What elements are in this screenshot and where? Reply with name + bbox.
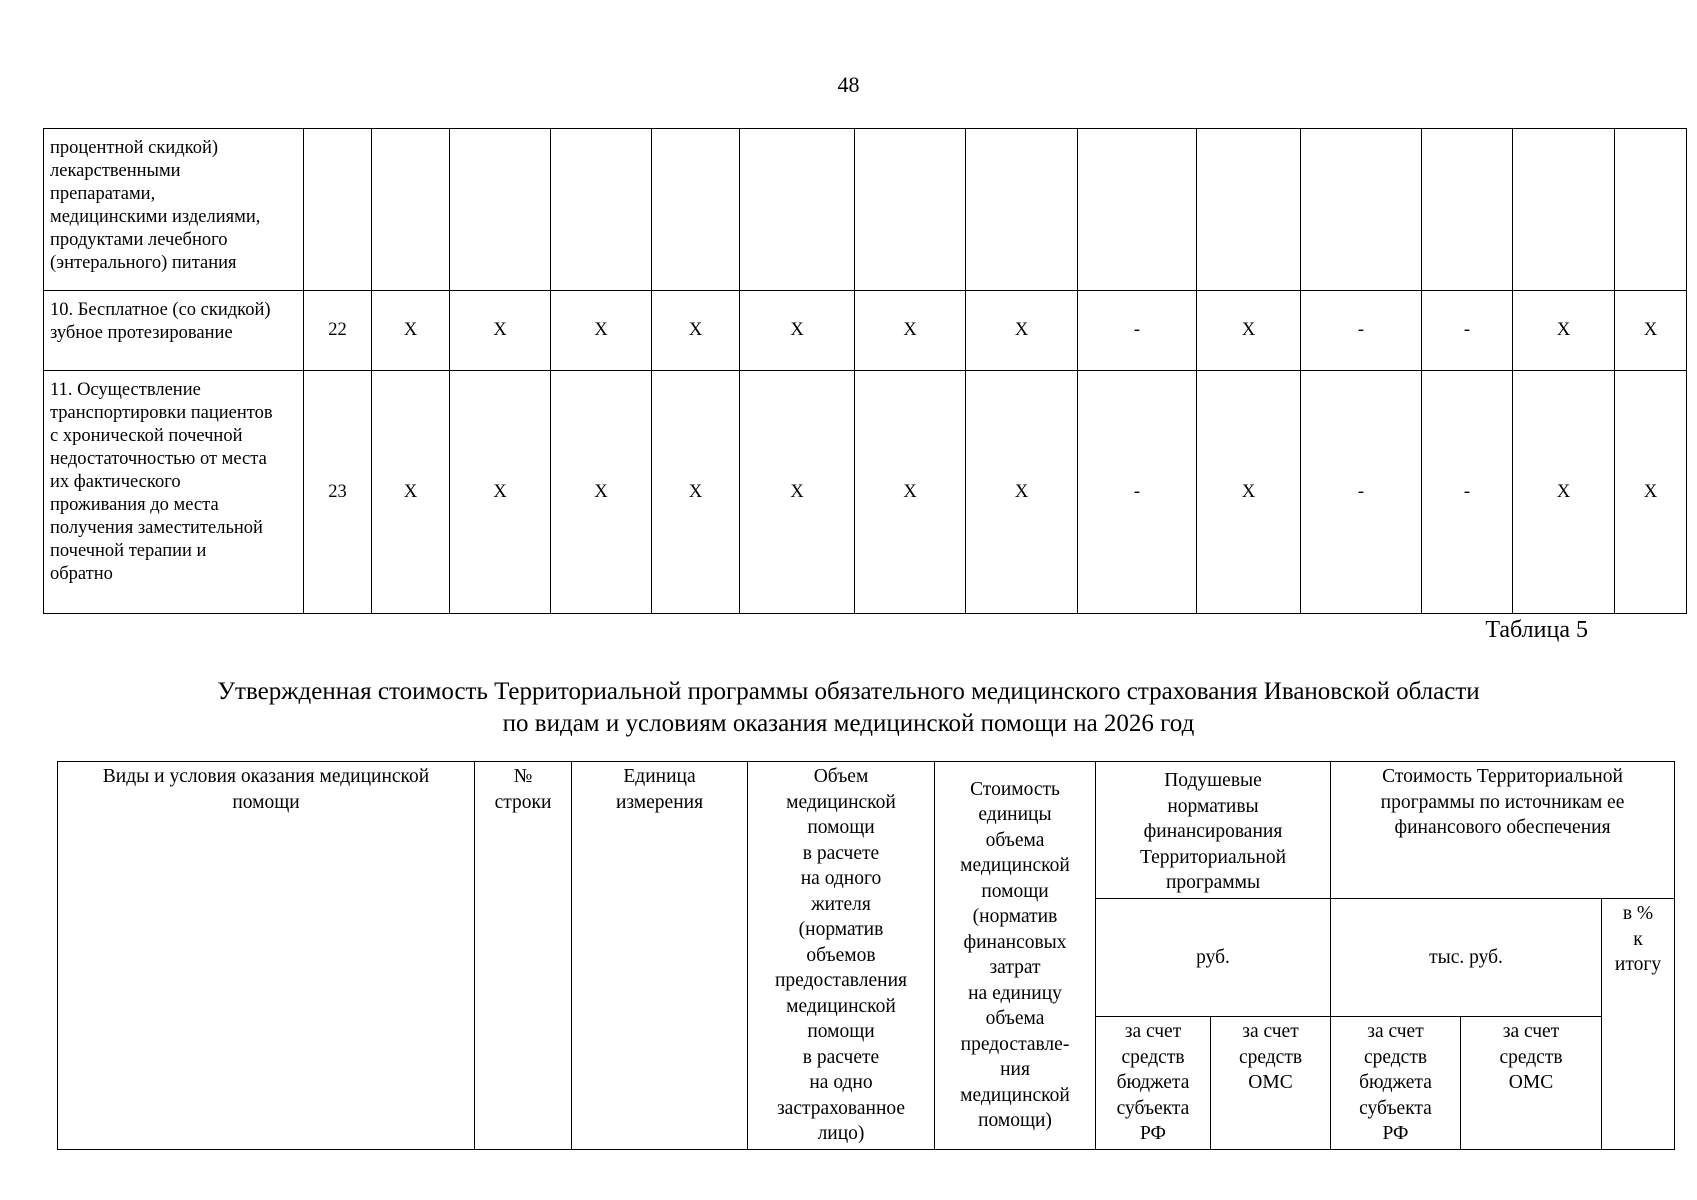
table-cell: X [372, 291, 450, 371]
header-thous-rub: тыс. руб. [1331, 899, 1602, 1017]
table-cell: X [855, 291, 966, 371]
header-line: (норматив [972, 906, 1058, 928]
row-name-line: 11. Осуществление [50, 380, 201, 400]
header-line: объема [985, 829, 1045, 851]
row-name-line: почечной терапии и [50, 541, 207, 561]
table-cell: X [450, 371, 551, 614]
table-cell: - [1301, 291, 1422, 371]
row-name-line: продуктами лечебного [50, 230, 228, 250]
header-rub-oms [1211, 1017, 1331, 1150]
header-line: Единица [623, 766, 696, 787]
header-line: финансовых [963, 931, 1067, 953]
table-row [44, 129, 1687, 291]
header-line: ния [1000, 1059, 1030, 1081]
header-line: финансирования [1143, 821, 1283, 842]
header-line: в расчете [802, 842, 880, 864]
table-cell: X [966, 291, 1078, 371]
header-line: помощи [232, 791, 300, 813]
table-cell [1513, 129, 1615, 291]
table-row [44, 291, 1687, 371]
table-cell: - [1301, 371, 1422, 614]
header-line: жителя [811, 893, 871, 915]
row-name-line: процентной скидкой) [50, 138, 219, 158]
row-name-line: (энтерального) питания [50, 253, 237, 273]
table-cell: X [1197, 291, 1301, 371]
row-name-line: недостаточностью от места [50, 449, 267, 469]
table-cell [1615, 129, 1687, 291]
table-cell: X [652, 371, 740, 614]
table-cell: X [1513, 371, 1615, 614]
header-line: в % [1622, 903, 1654, 924]
header-line: средств [1363, 1046, 1428, 1068]
header-line: за счет [1242, 1021, 1299, 1042]
table-cell: X [855, 371, 966, 614]
table-cell [551, 129, 652, 291]
header-line: объема [985, 1008, 1045, 1030]
header-line: № [513, 766, 533, 787]
header-line: Стоимость Территориальной [1382, 766, 1623, 787]
header-line: ОМС [1248, 1072, 1293, 1093]
header-line: за счет [1367, 1021, 1424, 1042]
table-cell [304, 129, 372, 291]
header-line: средств [1121, 1046, 1185, 1068]
table-title-line-2: по видам и условиям оказания медицинской помощи на 2026 год [502, 710, 1195, 737]
header-rub: руб. [1096, 899, 1331, 1017]
table-cell [966, 129, 1078, 291]
header-line: средств [1238, 1046, 1303, 1068]
header-line: строки [494, 791, 552, 813]
row-name-cell [44, 371, 304, 614]
header-line: за счет [1124, 1021, 1182, 1042]
header-line: предоставления [775, 970, 907, 991]
table-cell: X [450, 291, 551, 371]
header-line: нормативы [1167, 795, 1259, 817]
header-line: Подушевые [1164, 770, 1262, 791]
continuation-table [43, 128, 1687, 614]
table-title-line-1: Утвержденная стоимость Территориальной программы обязательного медицинского страхования Ивановской области [217, 678, 1480, 705]
table-cell [855, 129, 966, 291]
header-line: финансового обеспечения [1394, 817, 1611, 838]
row-name-line: транспортировки пациентов [50, 403, 273, 423]
header-unit-cost [935, 762, 1096, 1150]
header-line: измерения [615, 791, 704, 813]
table-cell: X [1615, 371, 1687, 614]
table-cell: 23 [304, 371, 372, 614]
table-cell: X [1197, 371, 1301, 614]
table5-header [57, 761, 1675, 1150]
header-line: помощи) [978, 1110, 1052, 1132]
header-types-conditions [58, 762, 475, 1150]
table-cell: - [1078, 291, 1197, 371]
header-line: на единицу [968, 982, 1062, 1004]
table-cell [652, 129, 740, 291]
table-cell [740, 129, 855, 291]
header-line: итогу [1614, 954, 1662, 975]
table-label: Таблица 5 [1485, 617, 1588, 643]
header-unit [572, 762, 748, 1150]
header-line: единицы [978, 804, 1052, 826]
header-line: Территориальной [1139, 846, 1287, 868]
row-name-cell [44, 291, 304, 371]
header-line: (норматив [798, 919, 884, 940]
table-cell: X [372, 371, 450, 614]
header-line: медицинской [960, 855, 1070, 877]
row-name-line: 10. Бесплатное (со скидкой) [50, 300, 271, 320]
table-title [0, 676, 1697, 740]
header-line: Виды и условия оказания медицинской [102, 766, 430, 787]
table-cell: - [1422, 371, 1513, 614]
header-line: застрахованное [776, 1097, 906, 1119]
header-line: бюджета [1116, 1072, 1190, 1093]
table-cell: - [1422, 291, 1513, 371]
header-line: медицинской [960, 1084, 1070, 1106]
header-line: Стоимость [970, 778, 1060, 800]
row-name-line: проживания до места [50, 495, 219, 515]
header-line: лицо) [817, 1123, 865, 1144]
table-cell [1301, 129, 1422, 291]
header-percent-total [1602, 899, 1675, 1150]
header-line: медицинской [786, 995, 896, 1017]
header-line: Объем [813, 766, 869, 787]
table-cell [450, 129, 551, 291]
table-cell [1078, 129, 1197, 291]
table-cell: X [551, 291, 652, 371]
table-cell: X [652, 291, 740, 371]
header-line: программы [1165, 872, 1261, 893]
table-cell: X [740, 291, 855, 371]
header-thous-budget [1331, 1017, 1461, 1150]
header-program-cost [1331, 762, 1675, 899]
header-thous-oms [1461, 1017, 1602, 1150]
header-per-capita [1096, 762, 1331, 899]
header-line: программы по источникам ее [1380, 791, 1625, 813]
header-line: субъекта [1359, 1097, 1432, 1119]
row-name-line: медицинскими изделиями, [50, 207, 261, 227]
table-cell: X [966, 371, 1078, 614]
table-cell: 22 [304, 291, 372, 371]
header-line: помощи [807, 1021, 875, 1042]
table-cell: X [551, 371, 652, 614]
header-line: помощи [807, 817, 875, 838]
header-line: РФ [1140, 1123, 1166, 1144]
row-name-line: лекарственными [50, 161, 181, 181]
header-line: в расчете [802, 1046, 880, 1068]
row-name-line: с хронической почечной [50, 426, 243, 446]
table-cell [1422, 129, 1513, 291]
row-name-cell [44, 129, 304, 291]
header-line: бюджета [1359, 1072, 1432, 1093]
table-cell: - [1078, 371, 1197, 614]
page-number: 48 [837, 72, 860, 97]
header-line: на одного [800, 868, 882, 889]
table-row [44, 371, 1687, 614]
row-name-line: обратно [50, 564, 113, 584]
table-cell [1197, 129, 1301, 291]
header-line: ОМС [1508, 1072, 1554, 1093]
row-name-line: зубное протезирование [50, 323, 233, 343]
header-line: средств [1499, 1046, 1563, 1068]
table-cell: X [1615, 291, 1687, 371]
header-line: субъекта [1116, 1097, 1190, 1119]
table-cell: X [740, 371, 855, 614]
header-line: объемов [806, 944, 876, 966]
row-name-line: получения заместительной [50, 518, 263, 538]
header-line: медицинской [786, 791, 896, 813]
table-cell: X [1513, 291, 1615, 371]
table-cell [372, 129, 450, 291]
header-line: помощи [981, 880, 1049, 902]
header-line: за счет [1502, 1021, 1560, 1042]
header-row-number [475, 762, 572, 1150]
header-line: к [1633, 928, 1643, 950]
header-line: затрат [989, 957, 1041, 979]
header-line: предоставле- [960, 1033, 1070, 1055]
header-volume [748, 762, 935, 1150]
row-name-line: их фактического [50, 472, 181, 492]
row-name-line: препаратами, [50, 184, 156, 204]
header-line: РФ [1382, 1123, 1409, 1144]
header-rub-budget [1096, 1017, 1211, 1150]
header-line: на одно [809, 1072, 873, 1093]
